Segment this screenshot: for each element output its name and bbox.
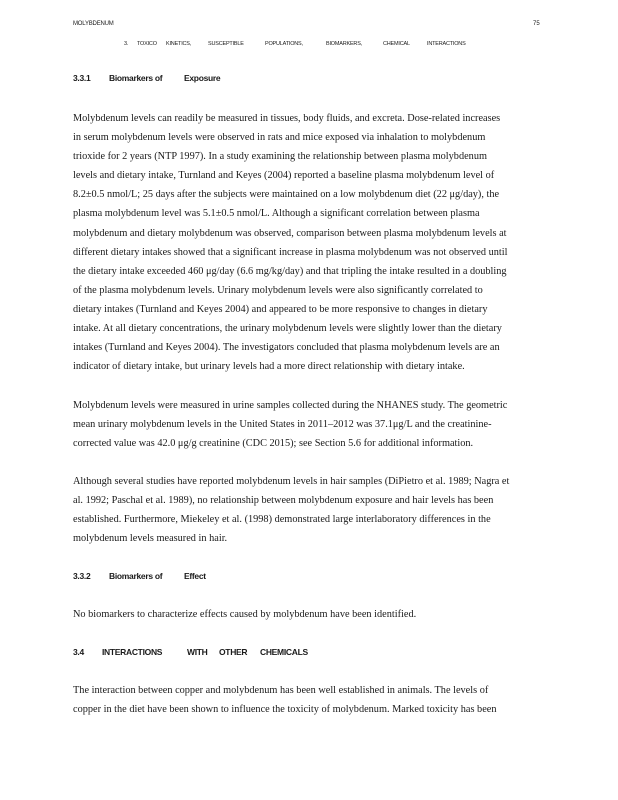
section-title: WITH [187, 647, 208, 657]
text-line: levels and dietary intake, Turnland and Keyes (2004) reported a baseline plasma molybdenum level of [73, 170, 495, 182]
section-title: Biomarkers of [109, 73, 163, 83]
section-title: Effect [184, 571, 206, 581]
text-line: Although several studies have reported molybdenum levels in hair samples (DiPietro et al. 1989; Nagra et [73, 476, 510, 487]
text-line: Molybdenum levels can readily be measured in tissues, body fluids, and excreta. Dose-related increases [73, 113, 501, 124]
text-line: of the plasma molybdenum levels. Urinary molybdenum levels were also significantly correlated to [73, 284, 483, 296]
text-line: Molybdenum levels were measured in urine samples collected during the NHANES study. The geometric [73, 400, 508, 411]
text-line: molybdenum levels measured in hair. [73, 533, 228, 545]
paragraph-hair [73, 472, 563, 548]
text-line: the dietary intake exceeded 460 μg/day (6.6 mg/kg/day) and that tripling the intake resulted in a doubling [73, 265, 507, 277]
text-line: intake. At all dietary concentrations, the urinary molybdenum levels were slightly lower than the dietary [73, 323, 502, 335]
paragraph-nhanes [73, 396, 563, 453]
text-line: established. Furthermore, Miekeley et al. (1998) demonstrated large interlaboratory differences in the [73, 514, 491, 526]
text-line: intakes (Turnland and Keyes 2004). The investigators concluded that plasma molybdenum levels are an [73, 342, 500, 354]
paragraph-effect [73, 605, 563, 624]
running-title: MOLYBDENUM [73, 21, 114, 27]
section-title: Exposure [184, 73, 221, 83]
text-line: in serum molybdenum levels were observed in rats and mice exposed via inhalation to molybdenum [73, 132, 486, 144]
text-line: plasma molybdenum level was 5.1±0.5 nmol/L. Although a significant correlation between plasma [73, 208, 480, 220]
text-line: No biomarkers to characterize effects caused by molybdenum have been identified. [73, 609, 417, 620]
text-line: indicator of dietary intake, but urinary levels had a more direct relationship with dietary intake. [73, 361, 465, 373]
section-title: INTERACTIONS [102, 647, 163, 657]
subtitle-part: SUSCEPTIBLE [208, 41, 244, 47]
subtitle-part: INTERACTIONS [427, 41, 466, 47]
text-line: 8.2±0.5 nmol/L; 25 days after the subjects were maintained on a low molybdenum diet (22 μg/day), the [73, 189, 500, 201]
subtitle-part: KINETICS, [166, 41, 192, 47]
section-title: OTHER [219, 647, 248, 657]
subtitle-part: BIOMARKERS, [326, 41, 363, 47]
subtitle-part: CHEMICAL [383, 41, 410, 47]
text-line: The interaction between copper and molybdenum has been well established in animals. The levels of [73, 685, 489, 696]
text-line: different dietary intakes showed that a significant increase in plasma molybdenum was not observed until [73, 246, 508, 258]
text-line: al. 1992; Paschal et al. 1989), no relationship between molybdenum exposure and hair levels has been [73, 495, 494, 507]
section-title: Biomarkers of [109, 571, 163, 581]
section-number: 3.3.2 [73, 571, 91, 581]
text-line: mean urinary molybdenum levels in the United States in 2011–2012 was 37.1μg/L and the creatinine- [73, 419, 492, 431]
subtitle-part: TOXICO [137, 41, 157, 47]
text-line: copper in the diet have been shown to influence the toxicity of molybdenum. Marked toxicity has been [73, 704, 497, 716]
page-number: 75 [533, 21, 540, 27]
text-line: trioxide for 2 years (NTP 1997). In a study examining the relationship between plasma molybdenum [73, 151, 487, 163]
section-number: 3.3.1 [73, 73, 91, 83]
text-line: dietary intakes (Turnland and Keyes 2004) and appeared to be more responsive to changes in dietary [73, 303, 488, 315]
text-line: corrected value was 42.0 μg/g creatinine (CDC 2015); see Section 5.6 for additional information. [73, 438, 474, 450]
text-line: molybdenum and dietary molybdenum was observed, comparison between plasma molybdenum levels at [73, 227, 507, 239]
section-number: 3.4 [73, 647, 84, 657]
subtitle-part: POPULATIONS, [265, 41, 303, 47]
paragraph-interactions [73, 681, 563, 719]
paragraph-exposure [73, 109, 563, 376]
subtitle-part: 3. [124, 41, 129, 47]
section-title: CHEMICALS [260, 647, 308, 657]
